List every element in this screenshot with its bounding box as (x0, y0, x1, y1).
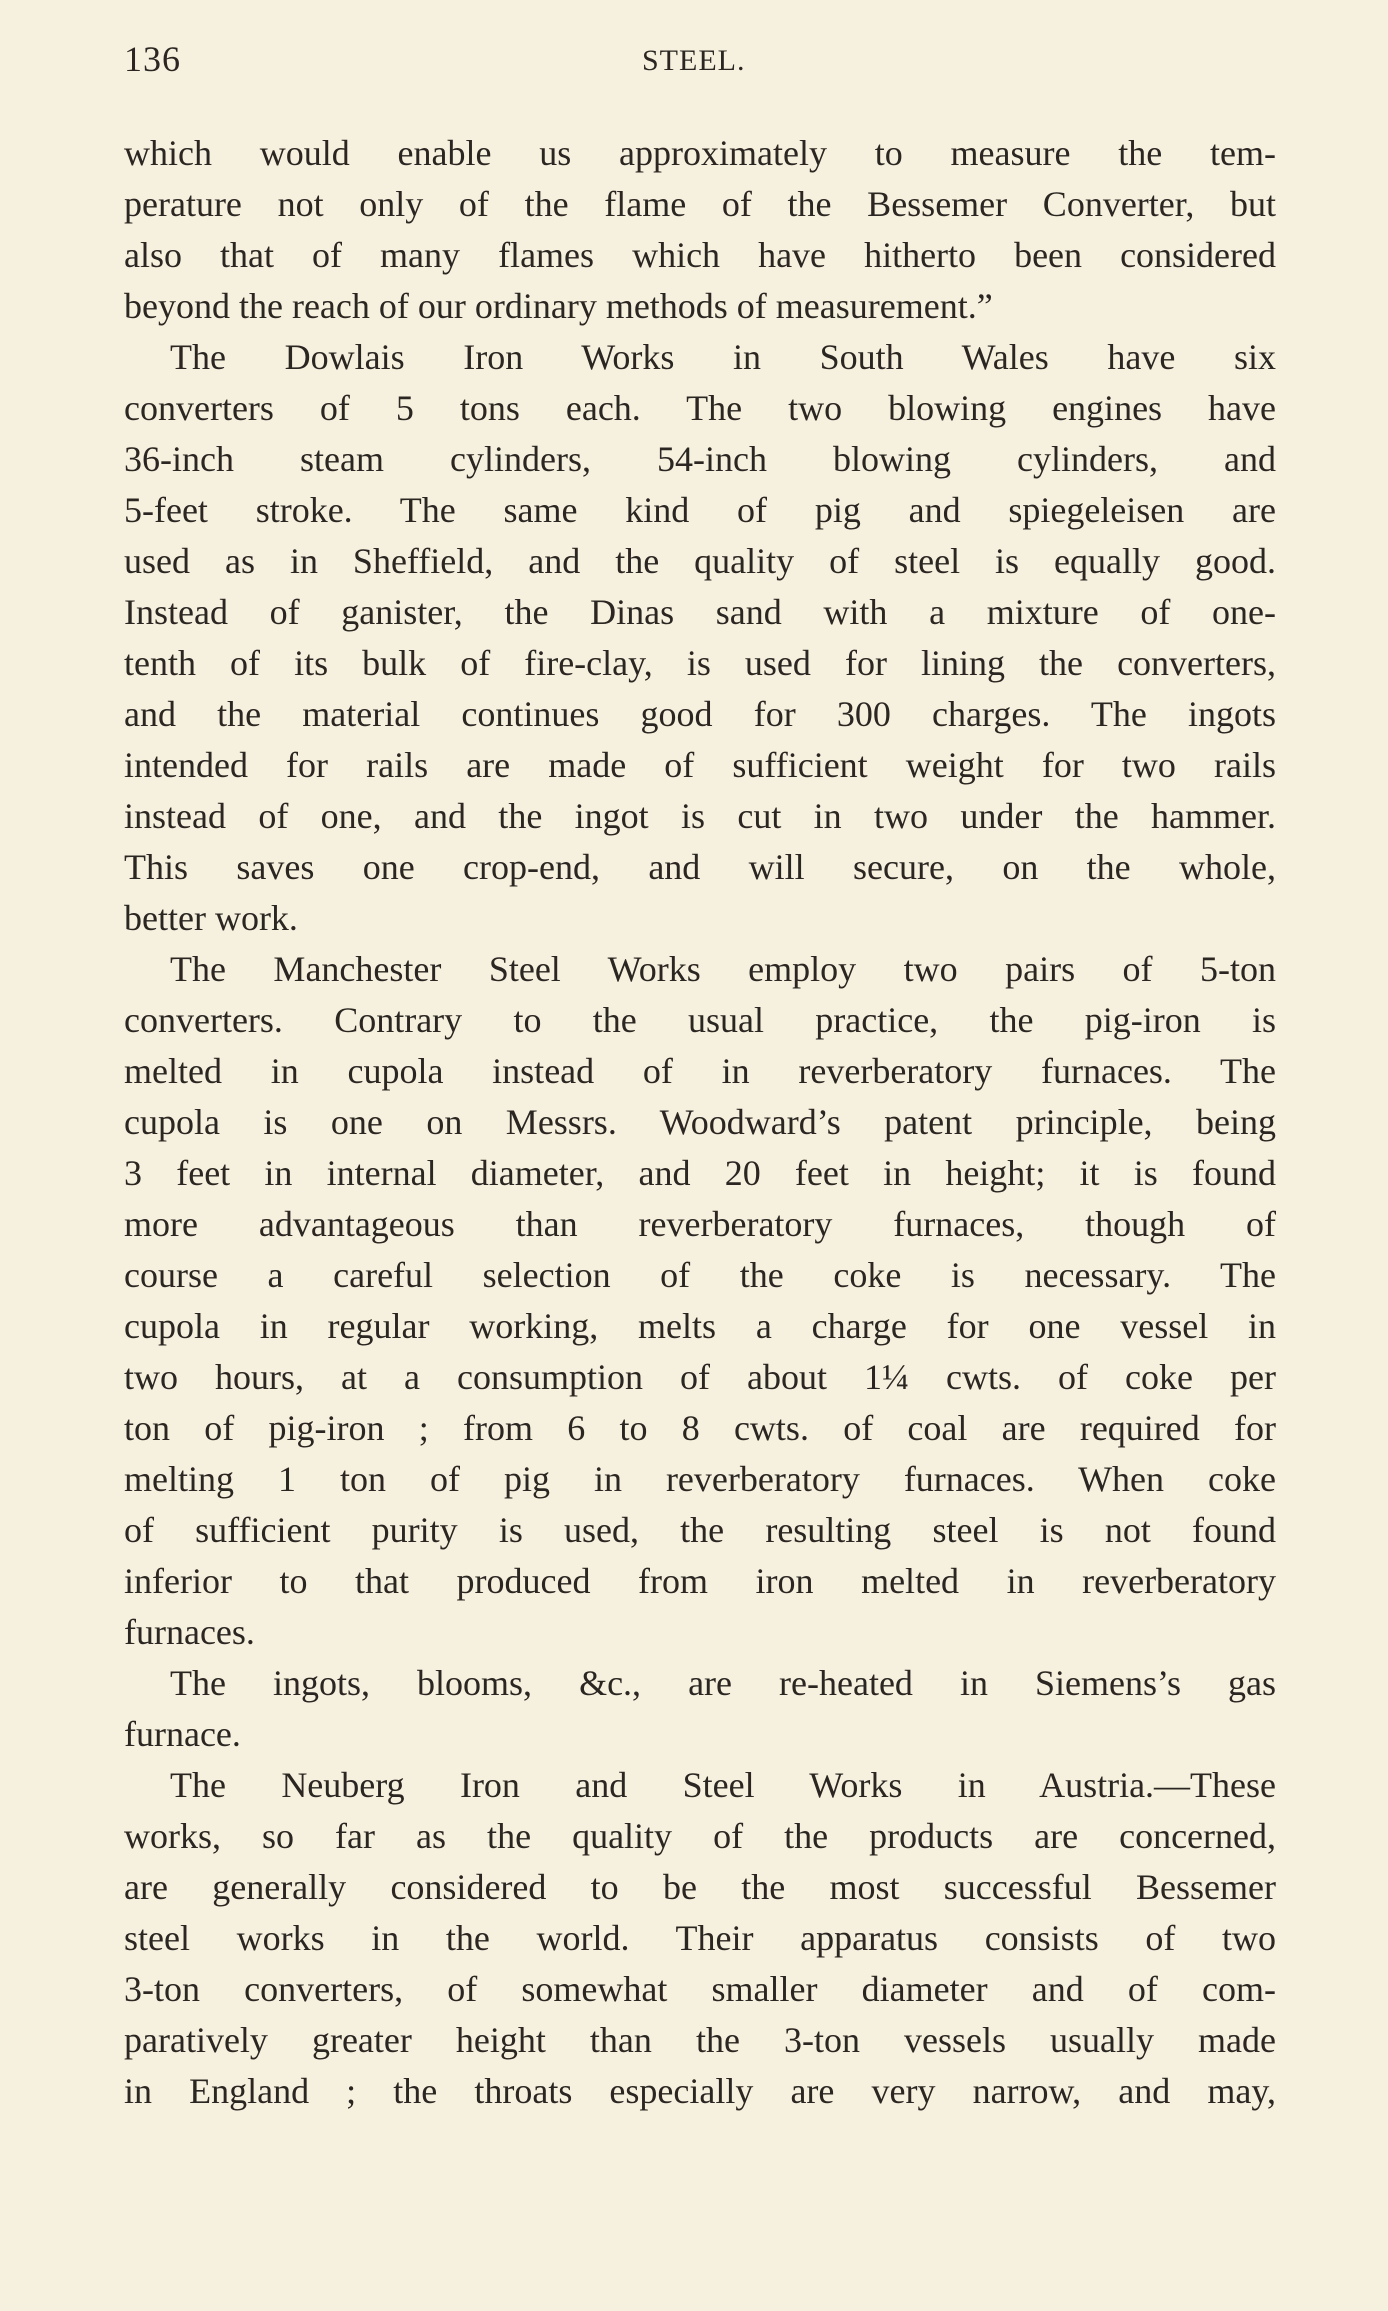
text-line: which would enable us approximately to measure the tem- (124, 133, 1276, 173)
text-line: in England ; the throats especially are very narrow, and may, (124, 2071, 1276, 2111)
text-line: two hours, at a consumption of about 1¼ cwts. of coke per (124, 1357, 1276, 1397)
text-line: The Manchester Steel Works employ two pairs of 5-ton (170, 949, 1276, 989)
text-line: instead of one, and the ingot is cut in two under the hammer. (124, 796, 1276, 836)
text-line: converters of 5 tons each. The two blowing engines have (124, 388, 1276, 428)
running-title: STEEL. (642, 44, 746, 77)
text-line: works, so far as the quality of the products are concerned, (124, 1816, 1276, 1856)
text-line: The Neuberg Iron and Steel Works in Austria.—These (170, 1765, 1276, 1805)
text-line: also that of many flames which have hitherto been considered (124, 235, 1276, 275)
text-line: of sufficient purity is used, the resulting steel is not found (124, 1510, 1276, 1550)
text-line: ton of pig-iron ; from 6 to 8 cwts. of coal are required for (124, 1408, 1276, 1448)
text-line: and the material continues good for 300 charges. The ingots (124, 694, 1276, 734)
text-line: 3-ton converters, of somewhat smaller diameter and of com- (124, 1969, 1276, 2009)
text-line: are generally considered to be the most successful Bessemer (124, 1867, 1276, 1907)
text-line: 36-inch steam cylinders, 54-inch blowing cylinders, and (124, 439, 1276, 479)
text-line: furnaces. (124, 1612, 255, 1652)
text-line: melting 1 ton of pig in reverberatory furnaces. When coke (124, 1459, 1276, 1499)
text-line: more advantageous than reverberatory furnaces, though of (124, 1204, 1276, 1244)
text-line: 3 feet in internal diameter, and 20 feet in height; it is found (124, 1153, 1276, 1193)
text-line: beyond the reach of our ordinary methods of measurement.” (124, 286, 993, 326)
text-line: better work. (124, 898, 298, 938)
text-line: intended for rails are made of sufficient weight for two rails (124, 745, 1276, 785)
text-line: The Dowlais Iron Works in South Wales have six (170, 337, 1276, 377)
text-line: cupola in regular working, melts a charge for one vessel in (124, 1306, 1276, 1346)
text-line: paratively greater height than the 3-ton vessels usually made (124, 2020, 1276, 2060)
text-line: The ingots, blooms, &c., are re-heated in Siemens’s gas (170, 1663, 1276, 1703)
text-line: melted in cupola instead of in reverberatory furnaces. The (124, 1051, 1276, 1091)
text-line: course a careful selection of the coke is necessary. The (124, 1255, 1276, 1295)
text-line: cupola is one on Messrs. Woodward’s patent principle, being (124, 1102, 1276, 1142)
text-line: steel works in the world. Their apparatus consists of two (124, 1918, 1276, 1958)
text-line: perature not only of the flame of the Bessemer Converter, but (124, 184, 1276, 224)
page-number: 136 (124, 39, 181, 79)
text-line: 5-feet stroke. The same kind of pig and spiegeleisen are (124, 490, 1276, 530)
body-text (124, 128, 1276, 2117)
text-line: Instead of ganister, the Dinas sand with a mixture of one- (124, 592, 1276, 632)
text-line: used as in Sheffield, and the quality of steel is equally good. (124, 541, 1276, 581)
text-line: inferior to that produced from iron melted in reverberatory (124, 1561, 1276, 1601)
text-line: converters. Contrary to the usual practice, the pig-iron is (124, 1000, 1276, 1040)
text-line: furnace. (124, 1714, 241, 1754)
text-line: tenth of its bulk of fire-clay, is used for lining the converters, (124, 643, 1276, 683)
text-line: This saves one crop-end, and will secure, on the whole, (124, 847, 1276, 887)
